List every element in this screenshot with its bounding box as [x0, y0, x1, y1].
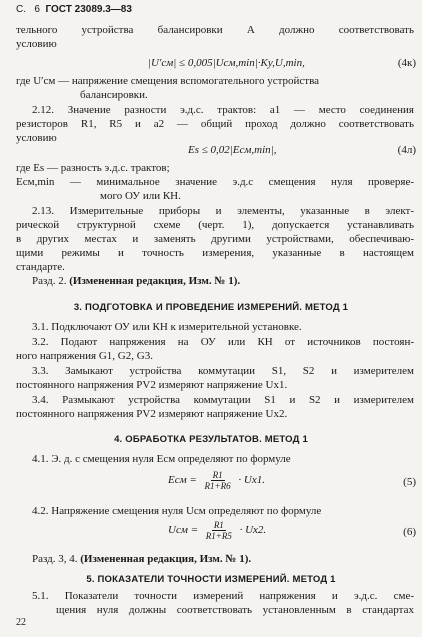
formula-4l-number: (4л): [397, 144, 416, 156]
page-number: 22: [16, 617, 26, 628]
edit-note-1-text: (Измененная редакция, Изм. № 1).: [69, 275, 241, 287]
formula-6-number: (6): [403, 526, 416, 538]
header-c: С.: [16, 4, 26, 15]
s213-line-1: 2.13. Измерительные приборы и элементы, указанные в элект-: [32, 205, 414, 217]
s31: 3.1. Подключают ОУ или КН к измерительной установке.: [32, 321, 302, 333]
section-3-heading: 3. ПОДГОТОВКА И ПРОВЕДЕНИЕ ИЗМЕРЕНИЙ. МЕТОД 1: [73, 302, 349, 313]
formula-5: [168, 470, 265, 491]
p1-line-1: тельного устройства балансировки А должно соответствовать: [16, 24, 414, 36]
formula-6-numerator: R1: [213, 520, 224, 530]
s33-line-2: постоянного напряжения PV2 измеряют напряжение Ux1.: [16, 379, 288, 391]
formula-5-rhs: · Ux1.: [238, 474, 265, 487]
section-5-heading: 5. ПОКАЗАТЕЛИ ТОЧНОСТИ ИЗМЕРЕНИЙ. МЕТОД 1: [86, 574, 336, 585]
formula-4l: Es ≤ 0,02|Eсм,min|,: [188, 144, 277, 156]
section-4-heading: 4. ОБРАБОТКА РЕЗУЛЬТАТОВ. МЕТОД 1: [114, 434, 308, 445]
s34-line-1: 3.4. Размыкают устройства коммутации S1 и S2 и измерителем: [32, 394, 414, 406]
edit-note-1-prefix: Разд. 2.: [32, 275, 67, 287]
formula-5-number: (5): [403, 476, 416, 488]
s33-line-1: 3.3. Замыкают устройства коммутации S1, S2 и измерителем: [32, 365, 414, 377]
where2-line-2: Eсм,min — минимальное значение э.д.с смещения нуля проверяе-: [16, 176, 414, 188]
s213-line-2: рической структурной схеме (черт. 1), допускается устанавливать: [16, 219, 414, 231]
formula-5-fraction: [203, 470, 233, 491]
s34-line-2: постоянного напряжения PV2 измеряют напряжение Ux2.: [16, 408, 288, 420]
formula-5-numerator: R1: [212, 470, 223, 480]
where1-line-2: балансировки.: [80, 89, 148, 101]
s213-line-5: стандарте.: [16, 261, 65, 273]
s212-line-2: резисторов R1, R5 и a2 — общий проход должно соответствовать: [16, 118, 414, 130]
formula-6-rhs: · Ux2.: [239, 524, 267, 537]
formula-6-denominator: R1+R5: [205, 531, 232, 541]
formula-5-lhs: Eсм =: [168, 474, 197, 487]
s32-line-2: ного напряжения G1, G2, G3.: [16, 350, 153, 362]
running-header: [16, 3, 414, 17]
edit-note-2: [32, 553, 414, 567]
s32-line-1: 3.2. Подают напряжения на ОУ или КН от источников постоян-: [32, 336, 414, 348]
s212-line-3: условию: [16, 132, 57, 144]
formula-4k: |U′см| ≤ 0,005|Uсм,min|·Kу,U,min,: [148, 57, 305, 69]
formula-5-denominator: R1+R6: [204, 481, 231, 491]
formula-6-lhs: Uсм =: [168, 524, 199, 537]
formula-4k-number: (4к): [397, 57, 416, 69]
edit-note-1: [32, 275, 414, 289]
s42: 4.2. Напряжение смещения нуля Uсм определяют по формуле: [32, 505, 322, 517]
edit-note-2-prefix: Разд. 3, 4.: [32, 553, 78, 565]
s212-line-1: 2.12. Значение разности э.д.с. трактов: a1 — место соединения: [32, 104, 414, 116]
header-gost: ГОСТ 23089.3—83: [45, 4, 132, 15]
s41: 4.1. Э. д. с смещения нуля Eсм определяют по формуле: [32, 453, 291, 465]
edit-note-2-text: (Измененная редакция, Изм. № 1).: [80, 553, 252, 565]
s51-line-1: 5.1. Показатели точности измерений напряжения и э.д.с. сме-: [32, 590, 414, 602]
where2-line-1: где Es — разность э.д.с. трактов;: [16, 162, 170, 174]
where1-line-1: где U′см — напряжение смещения вспомогательного устройства: [16, 75, 320, 87]
formula-6-fraction: [204, 520, 234, 541]
s213-line-3: в других местах и заменять другими устройствами, обеспечиваю-: [16, 233, 414, 245]
header-page: 6: [34, 4, 40, 15]
s51-line-2: щения нуля должны соответствовать установленным в стандартах: [56, 604, 414, 616]
formula-6: [168, 520, 266, 541]
p1-line-2: условию: [16, 38, 57, 50]
s213-line-4: щими режимы и точность измерения, указанные в настоящем: [16, 247, 414, 259]
where2-line-3: мого ОУ или КН.: [100, 190, 181, 202]
